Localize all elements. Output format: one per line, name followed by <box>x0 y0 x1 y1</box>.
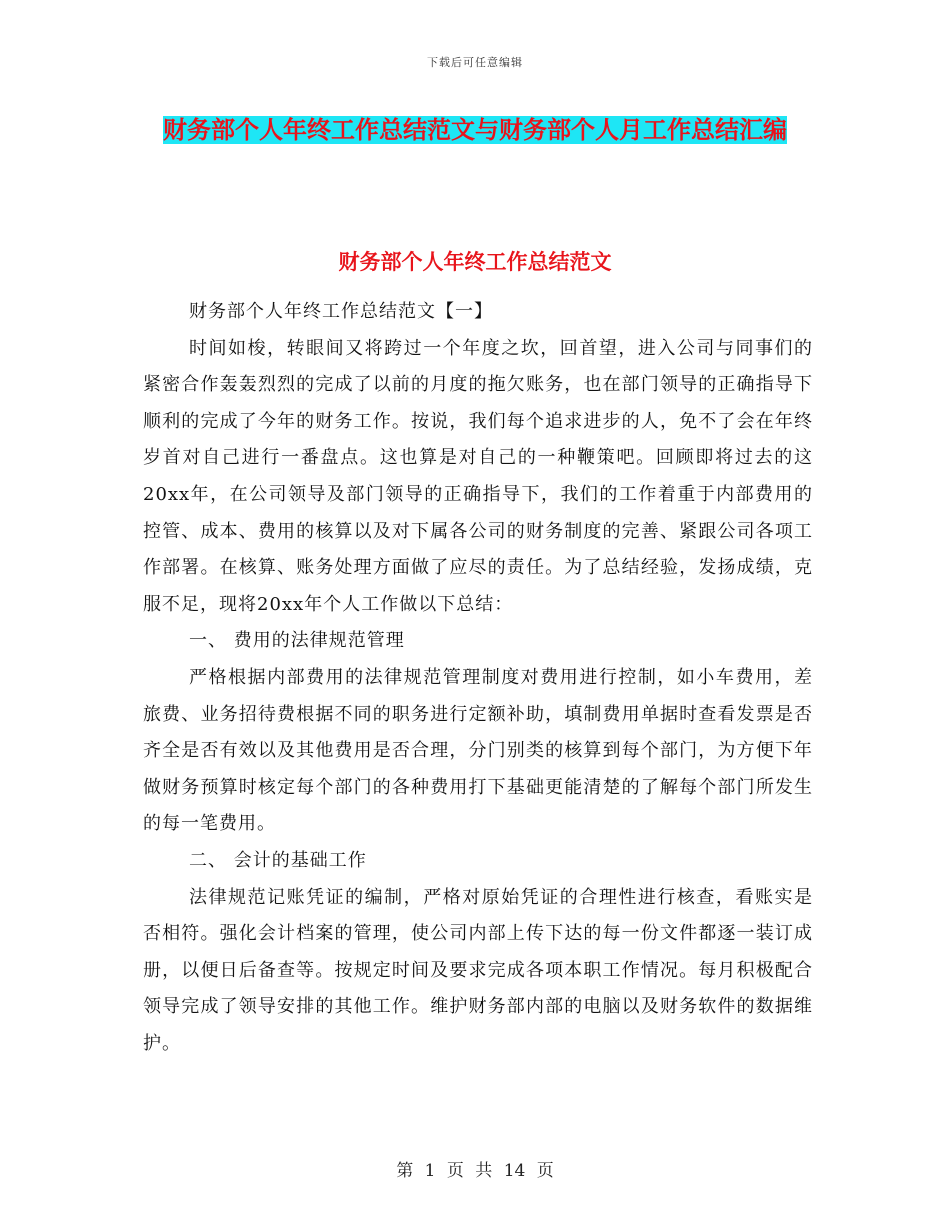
paragraph-intro: 时间如梭，转眼间又将跨过一个年度之坎，回首望，进入公司与同事们的紧密合作轰轰烈烈的完成了以前的月度的拖欠账务，也在部门领导的正确指导下顺利的完成了今年的财务工作。按说，我们每个追求进步的人，免不了会在年终岁首对自己进行一番盘点。这也算是对自己的一种鞭策吧。回顾即将过去的这20xx年，在公司领导及部门领导的正确指导下，我们的工作着重于内部费用的控管、成本、费用的核算以及对下属各公司的财务制度的完善、紧跟公司各项工作部署。在核算、账务处理方面做了应尽的责任。为了总结经验，发扬成绩，克服不足，现将20xx年个人工作做以下总结： <box>143 337 813 615</box>
heading-expense-management: 一、 费用的法律规范管理 <box>189 630 405 652</box>
header-note: 下载后可任意编辑 <box>427 56 523 69</box>
section-title: 财务部个人年终工作总结范文 <box>338 250 612 274</box>
paragraph-expense-management: 严格根据内部费用的法律规范管理制度对费用进行控制，如小车费用，差旅费、业务招待费根据不同的职务进行定额补助，填制费用单据时查看发票是否齐全是否有效以及其他费用是否合理，分门别类的核算到每个部门，为方便下年做财务预算时核定每个部门的各种费用打下基础更能清楚的了解每个部门所发生的每一笔费用。 <box>143 666 813 835</box>
page-indicator: 第 1 页 共 14 页 <box>396 1161 554 1181</box>
paragraph-accounting-basics: 法律规范记账凭证的编制，严格对原始凭证的合理性进行核查，看账实是否相符。强化会计档案的管理，使公司内部上传下达的每一份文件都逐一装订成册，以便日后备查等。按规定时间及要求完成各项本职工作情况。每月积极配合领导完成了领导安排的其他工作。维护财务部内部的电脑以及财务软件的数据维护。 <box>143 886 813 1054</box>
document-title-text: 财务部个人年终工作总结范文与财务部个人月工作总结汇编 <box>163 116 787 144</box>
heading-accounting-basics: 二、 会计的基础工作 <box>189 849 367 871</box>
document-title <box>150 108 800 153</box>
document-body <box>143 294 813 1062</box>
paragraph-subtitle: 财务部个人年终工作总结范文【一】 <box>189 301 493 322</box>
